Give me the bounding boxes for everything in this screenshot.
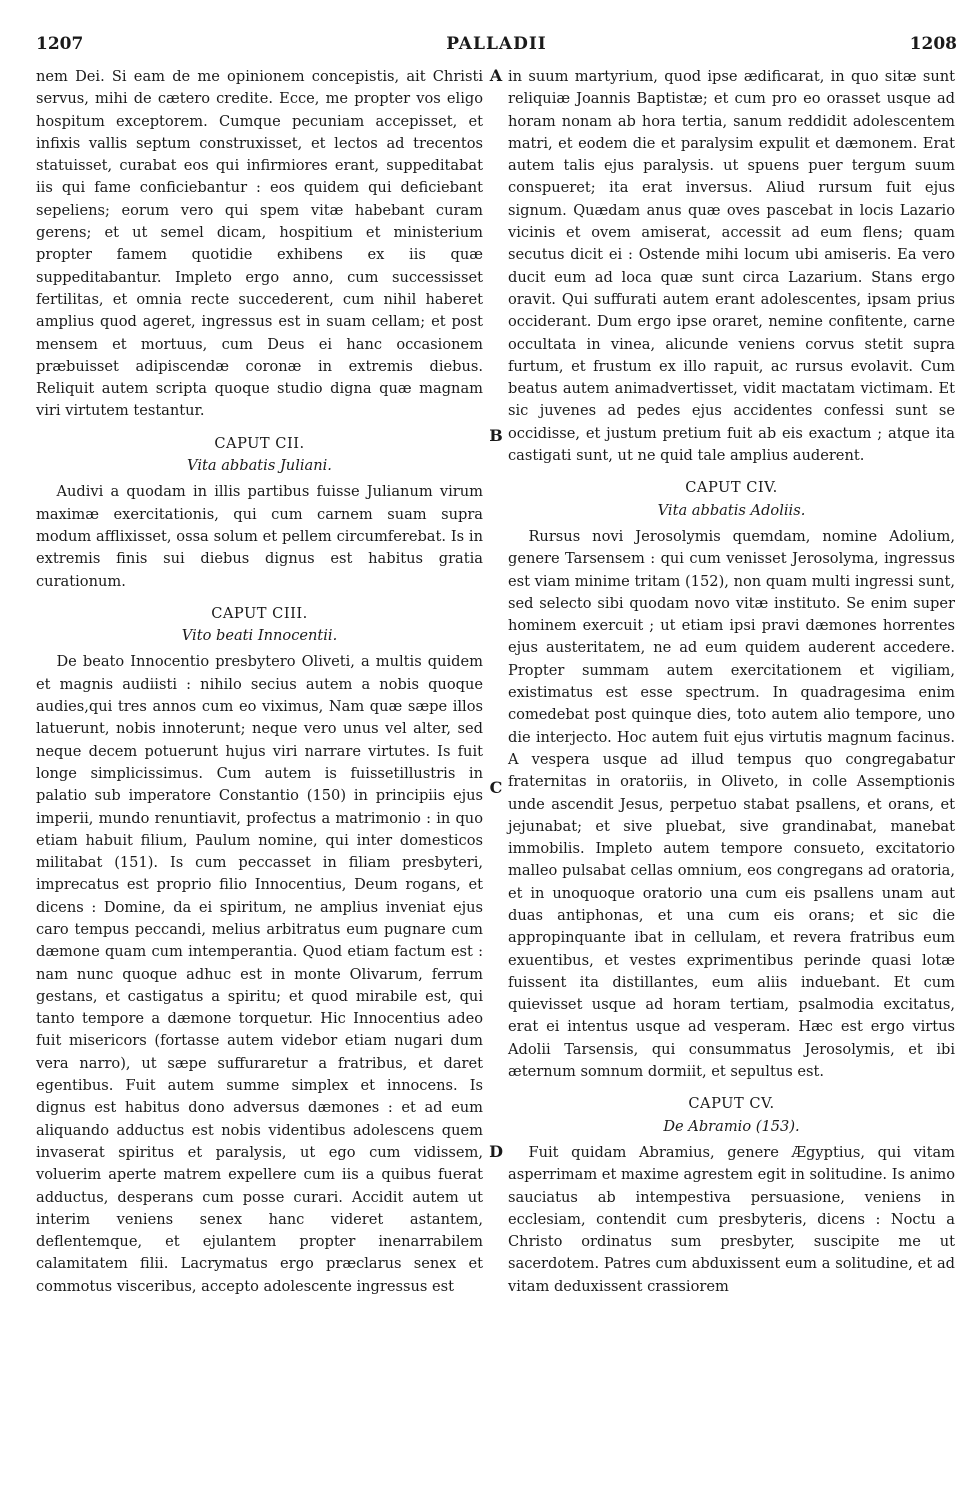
margin-marker-d: D [489, 1142, 503, 1161]
paragraph-105: Fuit quidam Abramius, genere Ægyptius, qui vitam asperrimam et maxime agrestem egit in solitudine. Is animo sauciatus ab intempestiva persuasione, veniens in ecclesiam, contendit cum presbyteris, dicens : Noctu a Christo ordinatus sum presbyter, suscipite me ut sacerdotem. Patres cum abduxissent eum a solitudine, et ad vitam deduxissent crassiorem [508, 1143, 955, 1295]
running-title: PALLADII [446, 34, 547, 54]
paragraph-continued-right: in suum martyrium, quod ipse ædificarat, in quo sitæ sunt reliquiæ Joannis Baptistæ; et cum pro eo orasset usque ad horam nonam ab hora tertia, sanum reddidit adolescentem matri, et eodem die et paralysim expulit et dæmonem. Erat autem talis ejus paralysis. ut spuens puer tergum suum conspueret; ita erat inversus. Aliud rursum fuit ejus signum. Quædam anus quæ oves pascebat in locis Lazario vicinis et ovem amiserat, accessit ad eum flens; quam secutus dicit ei : Ostende mihi locum ubi amiseris. Ea vero ducit eum ad loca quæ sunt circa Lazarium. Stans ergo oravit. Qui suffurati autem erant adolescentes, ipsam prius occiderant. Dum ergo ipse oraret, nemine confitente, carne occultata in vinea, alicunde veniens corvus stetit supra furtum, et frustum ex illo rapuit, ac rursus evolavit. Cum beatus autem animadvertisset, vidit mactatam victimam. Et sic juvenes ad pedes ejus accidentes confessi sunt se occidisse, et justum pretium fuit ab eis exactum ; atque ita castigati sunt, ut ne quid tale amplius auderent. [508, 68, 955, 465]
paragraph-103: De beato Innocentio presbytero Oliveti, a multis quidem et magnis audiisti : nihilo secius autem a nobis quoque audies,qui tres annos cum eo viximus, Nam quæ sæpe illos latuerunt, nobis innoterunt; neque vero unus vel alter, sed neque decem potuerunt hujus viri narrare virtutes. Is fuit longe simplicissimus. Cum autem is fuissetillustris in palatio sub imperatore Constantio (150) in principiis ejus imperii, mundo renuntiavit, profectus a matrimonio : in quo etiam habuit filium, Paulum nomine, qui inter domesticos militabat (151). Is cum peccasset in filiam presbyteri, imprecatus est proprio filio Innocentius, Deum rogans, et dicens : Domine, da ei spiritum, ne amplius inveniat ejus caro tempus peccandi, melius arbitratus eum pugnare cum dæmone quam cum intemperantia. Quod etiam factum est : nam nunc quoque adhuc est in monte Olivarum, ferrum gestans, et castigatus a spiritu; et quod mirabile est, qui tanto tempore a dæmone torquetur. Hic Innocentius adeo fuit misericors (fortasse autem videbor etiam nugari dum vera narro), ut sæpe suffuraretur a fratribus, et daret egentibus. Fuit autem summe simplex et innocens. Is dignus est habitus dono adversus dæmones : et ad eum aliquando adductus est nobis videntibus adolescens quem invaserat spiritus et paralysis, ut ego cum vidissem, voluerim aperte matrem expellere cum iis a quibus fuerat adductus, desperans cum posse curari. Accidit autem ut interim veniens senex hanc videret astantem, deflentemque, et ejulantem propter inenarrabilem calamitatem filii. Lacrymatus ergo præclarus senex et commotus visceribus, accepto adolescente ingressus est [36, 653, 483, 1295]
page-header [36, 34, 957, 58]
chapter-subtitle-104: Vita abbatis Adoliis. [657, 501, 806, 519]
right-column [508, 66, 955, 1298]
chapter-heading-104: CAPUT CIV. [685, 479, 778, 497]
chapter-heading-103: CAPUT CIII. [211, 604, 308, 622]
page-number-right: 1208 [909, 34, 957, 54]
paragraph-104: Rursus novi Jerosolymis quemdam, nomine Adolium, genere Tarsensem : qui cum venisset Jerosolyma, ingressus est viam minime tritam (152), non quam multi ingressi sunt, sed selecto sibi quodam novo vitæ instituto. Se enim super hominem exercuit ; ut etiam ipsi pravi dæmones horrentes ejus austeritatem, ne ad eum quidem auderent accedere. Propter summam autem exercitationem et vigiliam, existimatus est esse spectrum. In quadragesima enim comedebat post quinque dies, toto autem alio tempore, uno die interjecto. Hoc autem fuit ejus virtutis magnum facinus. A vespera usque ad illud tempus quo congregabatur fraternitas in oratoriis, in Oliveto, in colle Assemptionis unde ascendit Jesus, perpetuo stabat psallens, et orans, et jejunabat; et sive pluebat, sive grandinabat, manebat immobilis. Impleto autem tempore consueto, excitatorio malleo pulsabat cellas omnium, eos congregans ad oratoria, et in unoquoque oratorio una cum eis psallens unam aut duas antiphonas, et una cum eis orans; et sic die appropinquante ibat in cellulam, et revera fratribus eum exuentibus, et vestes exprimentibus perinde quasi lotæ fuissent ita distillantes, eum aliis induebant. Et cum quievisset usque ad horam tertiam, psalmodia excitatus, erat ei intentus usque ad vesperam. Hæc est ergo virtus Adolii Tarsensis, qui consummatus Jerosolymis, et ibi æternum somnum dormiit, et sepultus est. [508, 527, 955, 1081]
margin-marker-c: C [489, 778, 503, 797]
page-number-left: 1207 [36, 34, 84, 54]
paragraph-continued: nem Dei. Si eam de me opinionem concepistis, ait Christi servus, mihi de cætero credite. Ecce, me propter vos eligo hospitum exceptorem. Cumque pecuniam accepisset, et infixis vallis septum construxisset, et lectos ad trecentos statuisset, curabat eos qui infirmiores erant, suppeditabat iis qui fame conficiebantur : eos quidem qui deficiebant sepeliens; eorum vero qui spem vitæ habebant curam gerens; et ut semel dicam, hospitium et ministerium propter famem quotidie exhibens ex iis quæ suppeditabantur. Impleto ergo anno, cum successisset fertilitas, et omnia recte succederent, cum nihil haberet amplius quod ageret, ingressus est in suam cellam; et post mensem et mortuus, cum Deus ei hanc occasionem præbuisset adipiscendæ coronæ in extremis diebus. Reliquit autem scripta quoque studio digna quæ magnam viri virtutem testantur. [36, 68, 483, 420]
margin-marker-b: B [489, 426, 503, 445]
chapter-subtitle-103: Vito beati Innocentii. [181, 627, 338, 645]
margin-marker-a: A [489, 66, 503, 85]
chapter-subtitle-105: De Abramio (153). [663, 1117, 800, 1135]
chapter-subtitle-102: Vita abbatis Juliani. [187, 457, 332, 475]
chapter-heading-105: CAPUT CV. [688, 1095, 775, 1113]
chapter-heading-102: CAPUT CII. [214, 434, 305, 452]
paragraph-102: Audivi a quodam in illis partibus fuisse Julianum virum maximæ exercitationis, qui cum carnem suam supra modum afflixisset, ossa solum et pellem circumferebat. Is in extremis finis sui diebus dignus est habitus gratia curationum. [36, 483, 483, 590]
left-column [36, 66, 483, 1298]
